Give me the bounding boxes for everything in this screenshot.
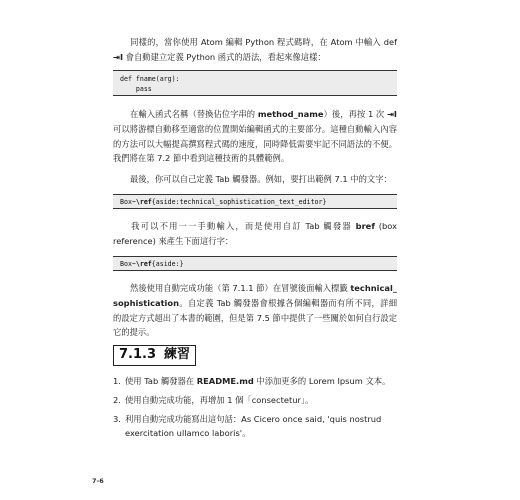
para3-text: 最後，你可以自己定義 Tab 觸發器。例如，要打出範例 7.1 中的文字： xyxy=(130,174,392,184)
exercise-number: 3. xyxy=(113,413,121,424)
para5-text-a: 然後使用自動完成功能（第 7.1.1 節）在冒號後面輸入標籤 xyxy=(130,283,351,293)
exercise-text: 使用 Tab 觸發器在 xyxy=(125,376,197,386)
code-block-def: def fname(arg): pass xyxy=(113,70,397,96)
tab-key-icon: ⇥I xyxy=(113,51,124,62)
code2-ref: \ref xyxy=(135,198,152,206)
method-name-term: method_name xyxy=(257,109,324,119)
section-number: 7.1.3 xyxy=(119,347,157,362)
exercise-item xyxy=(113,374,397,389)
para1-text-a: 同樣的，當你使用 Atom 編輯 Python 程式碼時，在 Atom 中輸入 def xyxy=(130,37,397,47)
exercise-text: 利用自動完成功能寫出這句話：As Cicero once said, 'quis nostrud exercitation ullamco laboris'。 xyxy=(125,413,382,439)
exercise-item xyxy=(113,393,397,408)
paragraph-method-name xyxy=(113,107,397,166)
para2-text-c: 可以將游標自動移至適當的位置開始編輯函式的主要部分。這種自動輸入內容的方法可以大幅提高撰寫程式碼的速度，同時降低需要牢記不同語法的不便。我們將在第 7.2 節中看到這種技術的具體範例。 xyxy=(113,123,397,164)
exercise-list xyxy=(113,374,397,445)
technical-sophistication-term: technical_ sophistication xyxy=(113,283,397,308)
para4-text-b: (box reference) 來產生下面這行字： xyxy=(113,221,397,246)
exercise-number: 1. xyxy=(113,376,121,386)
para2-text-b: ）後，再按 1 次 xyxy=(323,109,387,119)
exercise-number: 2. xyxy=(113,394,121,405)
paragraph-bref xyxy=(113,219,397,249)
exercise-text: 使用自動完成功能，再增加 1 個「consectetur」。 xyxy=(125,394,314,405)
para5-text-b: 。自定義 Tab 觸發器會根據各個編輯器而有所不同，詳細的設定方式超出了本書的範圍，但是第 7.5 節中提供了一些關於如何自行設定它的提示。 xyxy=(113,297,397,338)
page-number: 7-6 xyxy=(92,477,104,485)
readme-filename: README.md xyxy=(196,376,254,386)
exercise-item xyxy=(113,412,397,442)
paragraph-atom-def xyxy=(113,35,397,65)
bref-term: bref xyxy=(355,221,375,231)
code3-prefix: Box~ xyxy=(120,260,136,268)
tab-key-icon-2: ⇥I xyxy=(386,109,397,119)
para4-text-a: 我可以不用一一手動輸入，而是使用自訂 Tab 觸發器 xyxy=(130,221,356,231)
para1-text-b: 會自動建立定義 Python 函式的語法，看起來像這樣： xyxy=(123,51,326,62)
code2-suffix: {aside:technical_sophistication_text_editor} xyxy=(151,198,327,206)
section-heading xyxy=(113,345,196,366)
exercise-text-tail: 中添加更多的 Lorem Ipsum 文本。 xyxy=(253,376,391,386)
code2-prefix: Box~ xyxy=(120,198,136,206)
paragraph-autocomplete xyxy=(113,281,397,340)
para2-text-a: 在輸入函式名稱（替換佔位字串的 xyxy=(130,109,258,119)
code3-ref: \ref xyxy=(135,260,152,268)
code-block-box-ref-full xyxy=(113,194,397,209)
code-block-box-ref-short xyxy=(113,256,397,271)
code3-suffix: {aside:} xyxy=(151,260,184,268)
paragraph-custom-tab xyxy=(113,172,397,187)
section-title: 練習 xyxy=(164,347,191,362)
